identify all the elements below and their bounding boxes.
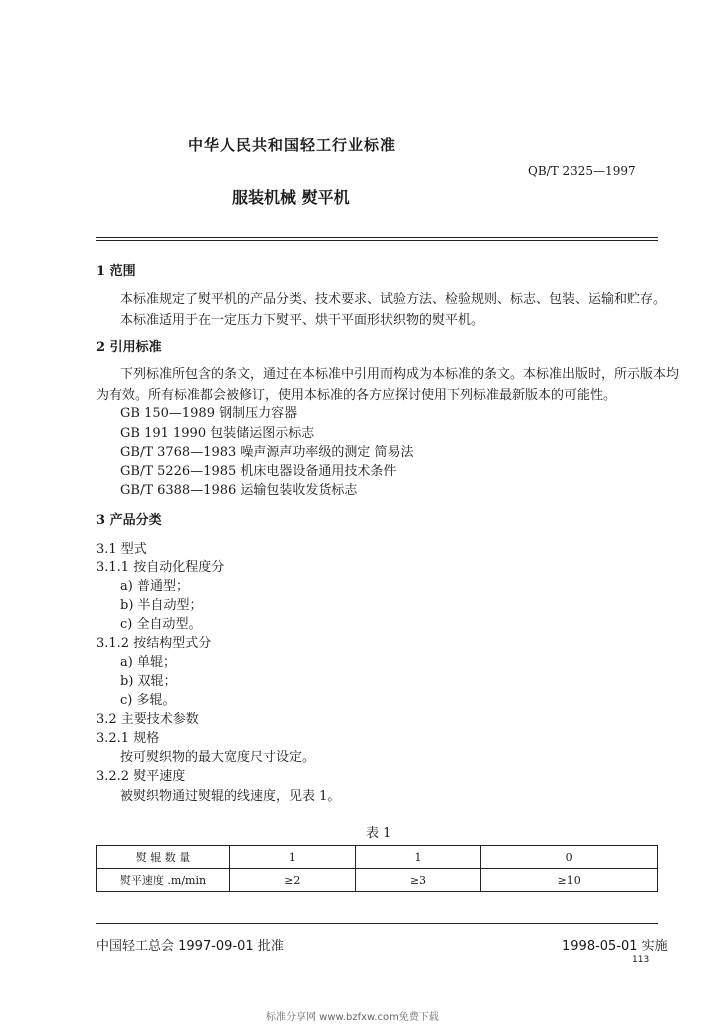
table-row (97, 869, 658, 892)
clause-3-1-1: 3.1.1 按自动化程度分 (96, 560, 225, 575)
table-cell: 熨平速度 .m/min (97, 869, 230, 892)
reference-item: GB 191 1990 包装储运图示标志 (120, 426, 315, 441)
table-cell: ≥10 (481, 869, 658, 892)
clause-3-2: 3.2 主要技术参数 (96, 712, 199, 727)
table-header-cell: 0 (481, 846, 658, 869)
section-1-heading: 1 范围 (96, 264, 136, 279)
list-item: c) 多辊。 (120, 693, 176, 708)
list-item: b) 半自动型； (120, 598, 203, 613)
table-cell: ≥2 (230, 869, 356, 892)
watermark: 标准分享网 www.bzfxw.com免费下载 (266, 1012, 439, 1023)
reference-item: GB/T 3768—1983 噪声源声功率级的测定 简易法 (120, 445, 414, 460)
reference-item: GB/T 5226—1985 机床电器设备通用技术条件 (120, 464, 397, 479)
org-title: 中华人民共和国轻工行业标准 (188, 136, 397, 154)
reference-item: GB 150—1989 钢制压力容器 (120, 406, 298, 421)
list-item: c) 全自动型。 (120, 617, 202, 632)
table-cell: ≥3 (355, 869, 481, 892)
list-item: a) 单辊； (120, 655, 176, 670)
table-header-cell: 1 (230, 846, 356, 869)
title-rule-top (96, 237, 658, 238)
clause-3-1-2: 3.1.2 按结构型式分 (96, 636, 212, 651)
standard-number: QB/T 2325—1997 (528, 164, 636, 178)
section-1-paragraph-1: 本标准规定了熨平机的产品分类、技术要求、试验方法、检验规则、标志、包装、运输和贮存。 (120, 292, 667, 307)
clause-3-2-2-text: 被熨织物通过熨辊的线速度，见表 1。 (120, 789, 341, 804)
section-2-paragraph-line-1: 下列标准所包含的条文，通过在本标准中引用而构成为本标准的条文。本标准出版时，所示版本均 (120, 367, 680, 382)
list-item: b) 双辊； (120, 674, 177, 689)
clause-3-2-1: 3.2.1 规格 (96, 731, 160, 746)
table-header-cell: 1 (355, 846, 481, 869)
table-header-cell: 熨 辊 数 量 (97, 846, 230, 869)
page-number: 113 (632, 955, 650, 965)
title-rule-bottom (96, 240, 658, 241)
document-title: 服装机械 熨平机 (232, 188, 350, 207)
reference-item: GB/T 6388—1986 运输包装收发货标志 (120, 483, 358, 498)
section-3-heading: 3 产品分类 (96, 513, 162, 528)
speed-table (96, 845, 658, 892)
footer-rule (96, 923, 658, 924)
table-caption: 表 1 (366, 826, 392, 841)
table-header-row (97, 846, 658, 869)
clause-3-2-1-text: 按可熨织物的最大宽度尺寸设定。 (120, 750, 316, 765)
clause-3-1: 3.1 型式 (96, 542, 147, 557)
effective-date: 1998-05-01 实施 (562, 939, 668, 954)
clause-3-2-2: 3.2.2 熨平速度 (96, 769, 186, 784)
section-1-paragraph-2: 本标准适用于在一定压力下熨平、烘干平面形状织物的熨平机。 (120, 313, 485, 328)
approval-line: 中国轻工总会 1997-09-01 批准 (96, 939, 284, 954)
section-2-heading: 2 引用标准 (96, 340, 162, 355)
list-item: a) 普通型； (120, 579, 189, 594)
section-2-paragraph-line-2: 为有效。所有标准都会被修订，使用本标准的各方应探讨使用下列标准最新版本的可能性。 (96, 388, 617, 403)
